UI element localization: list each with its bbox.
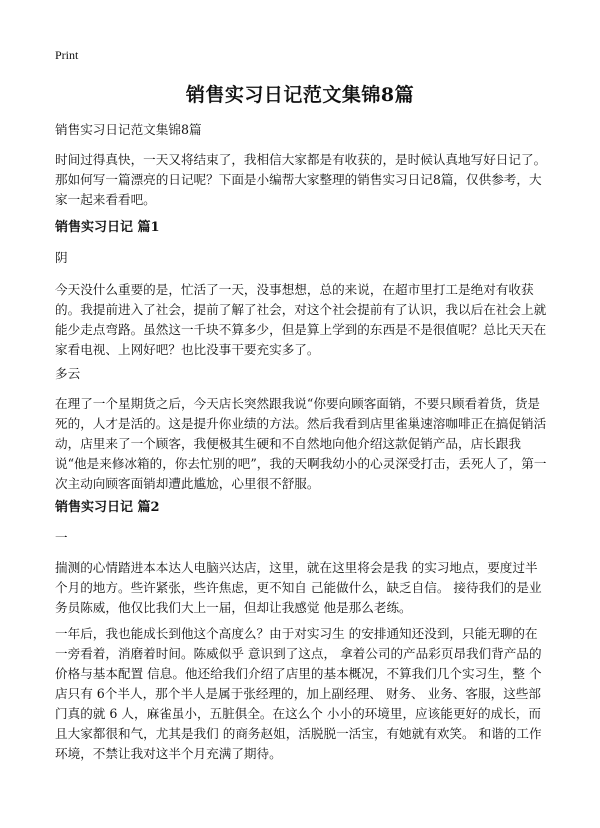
- section2-paragraph-1: 揣测的心情踏进本本达人电脑兴达店，这里，就在这里将会是我 的实习地点，要度过半个月的地方。些许紧张，些许焦虑，更不知自 己能做什么，缺乏自信。 接待我们的是业务员陈威，他仅比我们大上一届，但却让我感觉 他是那么老练。: [55, 560, 542, 615]
- weather-label-2: 多云: [55, 366, 81, 381]
- document-subtitle: 销售实习日记范文集锦8篇: [55, 122, 202, 137]
- weather-label-1: 阴: [55, 250, 68, 265]
- page-title: 销售实习日记范文集锦8篇: [185, 84, 415, 106]
- section2-paragraph-2: 一年后，我也能成长到他这个高度么？由于对实习生 的安排通知还没到，只能无聊的在一旁看着，消磨着时间。陈威似乎 意识到了这点， 拿着公司的产品彩页昂我们背产品的价格与基本配置 信息。他还给我们介绍了店里的基本概况，不算我们几个实习生，整 个店只有 6个半人，那个半人是属于张经理的，加上副经理、 财务、 业务、客服，这些部门真的就 6 人，麻雀虽小，五脏俱全。在这么个 小小的环境里，应该能更好的成长，而且大家都很和气，尤其是我们 的商务赵姐，活脱脱一活宝，有她就有欢笑。 和谐的工作环境，不禁让我对这半个月充满了期待。: [55, 626, 542, 761]
- section-heading-1: 销售实习日记 篇1: [55, 220, 160, 235]
- section1-paragraph-2: 在理了一个星期货之后，今天店长突然跟我说“你要向顾客面销，不要只顾看着货，货是死的，人才是活的。这是提升你业绩的方法。然后我看到店里雀巢速溶咖啡正在搞促销活动，店里来了一个顾客，我便极其生硬和不自然地向他介绍这款促销产品，店长跟我说“他是来修冰箱的，你去忙别的吧”，我的天啊我幼小的心灵深受打击，丢死人了，第一次主动向顾客面销却遭此尴尬，心里很不舒服。: [55, 396, 547, 491]
- intro-paragraph: 时间过得真快，一天又将结束了，我相信大家都是有收获的，是时候认真地写好日记了。那如何写一篇漂亮的日记呢？下面是小编帮大家整理的销售实习日记8篇，仅供参考，大家一起来看看吧。: [55, 152, 547, 207]
- weather-label-3: 一: [55, 530, 68, 545]
- section1-paragraph-1: 今天没什么重要的是，忙活了一天，没事想想，总的来说，在超市里打工是绝对有收获的。我提前进入了社会，提前了解了社会，对这个社会提前有了认识，我以后在社会上就能少走点弯路。虽然这一千块不算多少，但是算上学到的东西是不是很值呢？总比天天在家看电视、上网好吧？也比没事干要充实多了。: [55, 282, 547, 357]
- section-heading-2: 销售实习日记 篇2: [55, 500, 160, 515]
- print-link[interactable]: Print: [55, 48, 79, 62]
